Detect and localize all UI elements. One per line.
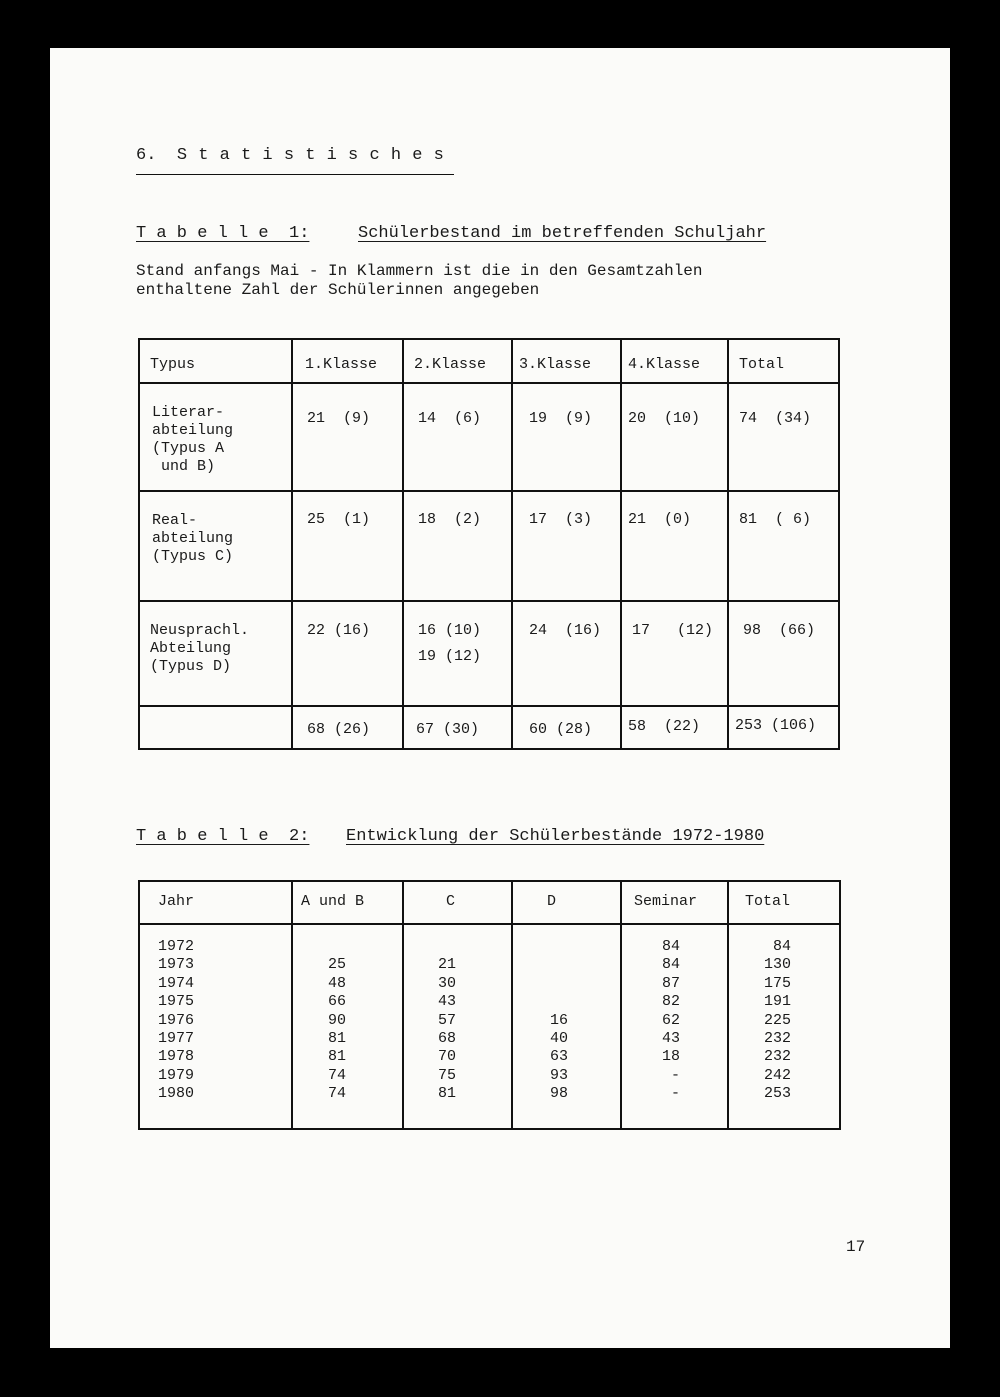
t1-row3-k4: 17 (12) — [632, 622, 714, 639]
table1-title: Schülerbestand im betreffenden Schuljahr — [358, 224, 767, 243]
t2-cell-jahr: 1974 — [158, 974, 195, 992]
t2-cell-total: 232 — [763, 1048, 791, 1066]
t2-cell-seminar: - — [670, 1066, 680, 1084]
table1-divider — [291, 338, 293, 750]
t2-cell-total: 253 — [763, 1085, 791, 1103]
t1-row2-typus — [152, 512, 233, 566]
section-heading — [136, 146, 444, 165]
t1-total-k2: 67 (30) — [416, 721, 480, 738]
t2-cell-jahr: 1976 — [158, 1011, 195, 1029]
t1-row2-typus-line: Real- — [152, 512, 198, 529]
table1-rule — [138, 490, 840, 492]
t2-cell-ab: 90 — [327, 1011, 346, 1029]
t2-cell-jahr: 1972 — [158, 938, 195, 955]
t2-cell-ab: 25 — [327, 956, 346, 974]
t1-row2-k3: 17 (3) — [529, 511, 593, 528]
t1-row2-k4: 21 (0) — [628, 511, 692, 528]
t2-cell-ab: 81 — [327, 1030, 346, 1047]
t2-cell-seminar: - — [670, 1085, 680, 1103]
t2-cell-seminar: 62 — [661, 1011, 680, 1029]
t1-header-k3: 3.Klasse — [519, 356, 592, 373]
table1-divider — [511, 338, 513, 750]
t2-cell-jahr: 1980 — [158, 1085, 195, 1103]
t1-row3-k1: 22 (16) — [307, 622, 371, 639]
t1-row3-typus-line: (Typus D) — [150, 658, 232, 675]
t2-cell-ab: 48 — [327, 974, 346, 992]
t2-cell-total: 242 — [763, 1066, 791, 1084]
t2-header-seminar: Seminar — [634, 893, 698, 910]
t2-cell-total: 191 — [763, 993, 791, 1011]
t1-header-total: Total — [739, 356, 785, 373]
t2-cell-ab: 74 — [327, 1066, 346, 1084]
t1-row3-typus-line: Neusprachl. — [150, 622, 250, 639]
t1-total-k1: 68 (26) — [307, 721, 371, 738]
t1-row1-typus-line: abteilung — [152, 422, 234, 439]
table2-divider — [727, 880, 729, 1130]
table1-caption — [136, 224, 309, 243]
t1-header-k1: 1.Klasse — [305, 356, 378, 373]
t1-row1-typus-line: (Typus A — [152, 440, 225, 457]
t2-cell-jahr: 1977 — [158, 1030, 195, 1047]
t1-row3-typus — [150, 622, 249, 676]
t2-cell-total: 175 — [763, 974, 791, 992]
t2-cell-d: 93 — [549, 1066, 568, 1084]
page-number: 17 — [846, 1238, 866, 1256]
t2-cell-total: 130 — [763, 956, 791, 974]
t1-row1-typus — [152, 404, 233, 476]
t1-row1-total: 74 (34) — [739, 410, 812, 427]
section-underline — [136, 174, 454, 175]
table1-intro-line1: Stand anfangs Mai - In Klammern ist die in den Gesamtzahlen — [136, 262, 703, 280]
t1-total-k4: 58 (22) — [628, 718, 701, 735]
t1-header-typus: Typus — [150, 356, 196, 373]
t1-row2-k1: 25 (1) — [307, 511, 371, 528]
table2-rule — [138, 923, 841, 925]
t1-row2-typus-line: abteilung — [152, 530, 234, 547]
t2-cell-d: 16 — [549, 1011, 568, 1029]
t2-cell-d: 98 — [549, 1085, 568, 1103]
t1-row3-k3: 24 (16) — [529, 622, 602, 639]
table1-frame — [138, 338, 840, 750]
t1-row3-k2b: 19 (12) — [418, 648, 482, 665]
t2-cell-c: 81 — [437, 1085, 456, 1103]
t2-cell-d: 40 — [549, 1030, 568, 1047]
t1-row2-k2: 18 (2) — [418, 511, 482, 528]
t2-cell-seminar: 84 — [661, 938, 680, 955]
t2-cell-jahr: 1973 — [158, 956, 195, 974]
t2-cell-ab: 81 — [327, 1048, 346, 1066]
t2-cell-seminar: 82 — [661, 993, 680, 1011]
t2-header-jahr: Jahr — [158, 893, 195, 910]
table2-title-wrap — [346, 827, 764, 846]
t1-row1-typus-line: und B) — [152, 458, 216, 475]
t2-cell-c: 21 — [437, 956, 456, 974]
t2-cell-d: 63 — [549, 1048, 568, 1066]
t2-header-total: Total — [745, 893, 791, 910]
table1-label: T a b e l l e 1: — [136, 224, 310, 243]
t1-row1-k4: 20 (10) — [628, 410, 701, 427]
t2-cell-c: 70 — [437, 1048, 456, 1066]
table1-divider — [620, 338, 622, 750]
table1-rule — [138, 705, 840, 707]
t1-row1-k2: 14 (6) — [418, 410, 482, 427]
t2-cell-c: 57 — [437, 1011, 456, 1029]
table2-label: T a b e l l e 2: — [136, 827, 310, 846]
t1-row3-total: 98 (66) — [743, 622, 816, 639]
t1-header-k2: 2.Klasse — [414, 356, 487, 373]
table1-rule — [138, 382, 840, 384]
table1-divider — [402, 338, 404, 750]
t2-cell-seminar: 43 — [661, 1030, 680, 1047]
section-number: 6. — [136, 146, 157, 165]
t2-cell-c: 75 — [437, 1066, 456, 1084]
t2-cell-seminar: 18 — [661, 1048, 680, 1066]
t1-total-k3: 60 (28) — [529, 721, 593, 738]
t1-total-total: 253 (106) — [735, 717, 817, 734]
t2-cell-c: 30 — [437, 974, 456, 992]
t2-cell-total: 232 — [763, 1030, 791, 1047]
table1-intro-line2: enthaltene Zahl der Schülerinnen angegeben — [136, 281, 540, 299]
table1-rule — [138, 600, 840, 602]
t2-header-c: C — [446, 893, 456, 910]
t2-cell-total: 225 — [763, 1011, 791, 1029]
section-title: S t a t i s t i s c h e s — [176, 146, 445, 165]
t1-row2-total: 81 ( 6) — [739, 511, 812, 528]
t2-cell-seminar: 84 — [661, 956, 680, 974]
t2-cell-c: 68 — [437, 1030, 456, 1047]
t2-cell-c: 43 — [437, 993, 456, 1011]
t1-row1-k1: 21 (9) — [307, 410, 371, 427]
t2-cell-jahr: 1979 — [158, 1066, 195, 1084]
t2-cell-ab: 66 — [327, 993, 346, 1011]
t2-cell-total: 84 — [772, 938, 791, 955]
t2-header-ab: A und B — [301, 893, 365, 910]
t2-cell-ab: 74 — [327, 1085, 346, 1103]
t1-row3-k2a: 16 (10) — [418, 622, 482, 639]
table1-title-wrap — [358, 224, 766, 243]
t2-header-d: D — [547, 893, 557, 910]
t2-cell-seminar: 87 — [661, 974, 680, 992]
table2-title: Entwicklung der Schülerbestände 1972-1980 — [346, 827, 765, 846]
table1-divider — [727, 338, 729, 750]
t2-cell-jahr: 1975 — [158, 993, 195, 1011]
t1-row1-k3: 19 (9) — [529, 410, 593, 427]
t1-row3-typus-line: Abteilung — [150, 640, 232, 657]
t2-cell-jahr: 1978 — [158, 1048, 195, 1066]
t1-row2-typus-line: (Typus C) — [152, 548, 234, 565]
document-page — [50, 48, 950, 1348]
t1-header-k4: 4.Klasse — [628, 356, 701, 373]
t1-row1-typus-line: Literar- — [152, 404, 225, 421]
table2-caption — [136, 827, 309, 846]
